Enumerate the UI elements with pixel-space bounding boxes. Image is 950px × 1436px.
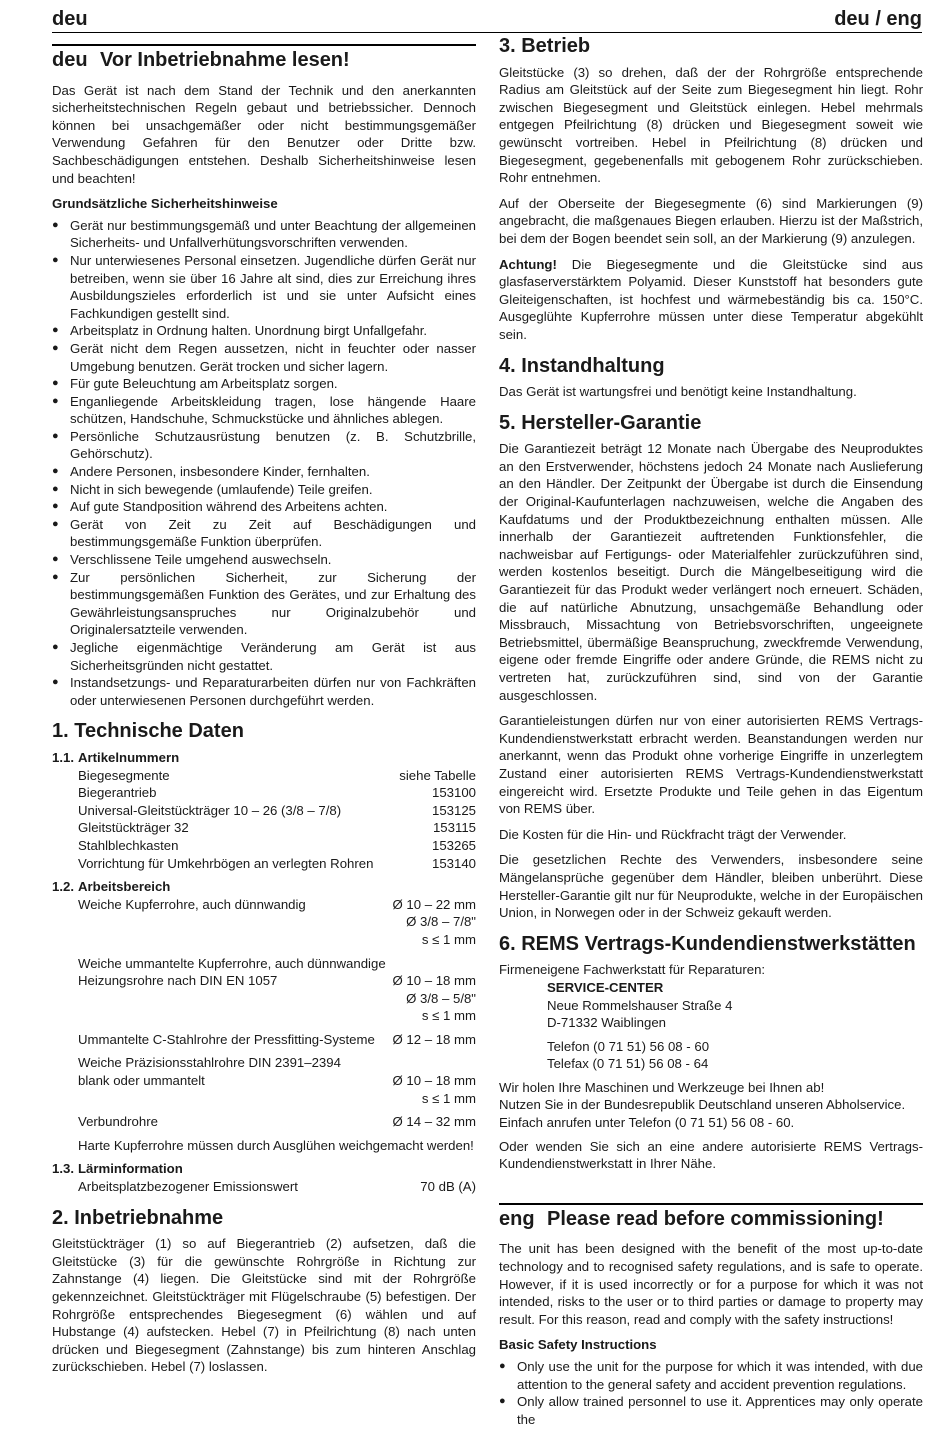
range-value: Ø 10 – 18 mm <box>392 973 476 989</box>
range-row <box>52 931 476 949</box>
safety-item: ● Für gute Beleuchtung am Arbeitsplatz sorgen. <box>52 375 476 393</box>
article-number: 153115 <box>432 820 476 836</box>
warranty-heading: 5. Hersteller-Garantie <box>499 411 702 434</box>
intro-heading-code: deu <box>52 49 88 71</box>
article-name: Stahlblechkasten <box>78 837 179 853</box>
safety-item: ● Andere Personen, insbesondere Kinder, fernhalten. <box>52 463 476 481</box>
range-name: Verbundrohre <box>78 1114 158 1130</box>
range-row <box>52 955 476 973</box>
english-safety-title: Basic Safety Instructions <box>499 1337 657 1353</box>
range-value: Ø 10 – 22 mm <box>392 896 476 912</box>
noise-value: 70 dB (A) <box>420 1179 476 1195</box>
english-safety-list <box>499 1358 923 1428</box>
range-row <box>52 1031 476 1049</box>
range-name: Ummantelte C-Stahlrohre der Pressfitting-Systeme <box>78 1031 375 1047</box>
safety-item: ● Gerät von Zeit zu Zeit auf Beschädigungen und bestimmungsgemäße Funktion überprüfen. <box>52 516 476 551</box>
range-row <box>52 1054 476 1072</box>
language-label-left: deu <box>52 8 88 30</box>
english-heading-code: eng <box>499 1207 535 1230</box>
article-name: Biegesegmente <box>78 767 170 783</box>
article-name: Universal-Gleitstückträger 10 – 26 (3/8 – 7/8) <box>78 802 342 818</box>
noise-row <box>52 1178 476 1196</box>
article-row <box>52 802 476 820</box>
article-row <box>52 837 476 855</box>
intro-heading <box>52 44 476 70</box>
safety-item: ● Gerät nicht dem Regen aussetzen, nicht in feuchter oder nasser Umgebung benutzen. Gerät trocken und sicher lagern. <box>52 340 476 375</box>
safety-item: ● Auf gute Standposition während des Arbeitens achten. <box>52 498 476 516</box>
safety-title: Grundsätzliche Sicherheitshinweise <box>52 196 278 212</box>
maintenance-paragraph: Das Gerät ist wartungsfrei und benötigt keine Instandhaltung. <box>499 384 857 400</box>
commissioning-paragraph: Gleitstückträger (1) so auf Biegerantrieb (2) aufsetzen, daß die Gleitstücke (3) für die gewünschte Rohrgröße in Richtung zur Zahnstange (4) liegen. Die Gleitstücke sind mit der Rohrgröße gekennzeichnet. Gleitstückträger mit Flügelschraube (5) befestigen. Der Rohrgröße entsprechendes Biegesegment (6) wählen und auf Hubstange (4) aufstecken. Hebel (7) in Pfeilrichtung (8) nach unten drücken und Biegesegment (Zahnstange) bis zum hinteren Anschlag zurückschieben. Hebel (7) loslassen. <box>52 1236 476 1375</box>
right-column <box>499 35 923 1436</box>
attention-text: Die Biegesegmente und die Gleitstücke sind aus glasfaserverstärktem Polyamid. Dieser Kunststoff hat besonders gute Gleiteigenschaften, ist hochfest und wärmebeständig bis ca. 150°C. Ausgeglühte Kupferrohre müssen unter diese Temperatur abgekühlt sein. <box>499 256 923 342</box>
english-heading-text: Please read before commissioning! <box>547 1207 884 1230</box>
service-city: D-71332 Waiblingen <box>547 1015 667 1031</box>
subheading-title: Arbeitsbereich <box>78 879 171 895</box>
operation-paragraph-1: Gleitstücke (3) so drehen, daß der der Rohrgröße entsprechende Radius am Gleitstück auf der Seite zum Biegesegment hin liegt. Rohr zwischen Biegesegment und Gleitstück einlegen. Hebel mehrmals entgegen Pfeilrichtung (8) drücken und Biegesegment soweit wie gewünscht vortreiben. Hebel in Pfeilrichtung (8) drücken und Biegesegment, gegebenenfalls mit gebogenem Rohr zurückschieben. Rohr entnehmen. <box>499 64 923 186</box>
article-name: Vorrichtung für Umkehrbögen an verlegten Rohren <box>78 855 374 871</box>
noise-subheading <box>52 1160 476 1178</box>
warranty-paragraph-2: Garantieleistungen dürfen nur von einer autorisierten REMS Vertrags-Kundendienstwerkstatt erbracht werden. Beanstandungen werden nur anerkannt, wenn das Produkt ohne vorherige Eingriffe in unzerlegtem Zustand einer autorisierten REMS Vertrags-Kundendienstwerkstatt eingereicht wird. Ersetzte Produkte und Teile gehen in das Eigentum von REMS über. <box>499 713 923 817</box>
pickup-line-1: Wir holen Ihre Maschinen und Werkzeuge bei Ihnen ab! <box>499 1079 825 1095</box>
subheading-title: Artikelnummern <box>78 749 180 765</box>
technical-data-heading: 1. Technische Daten <box>52 720 244 743</box>
safety-item: ● Nur unterwiesenes Personal einsetzen. Jugendliche dürfen Gerät nur betreiben, wenn sie über 16 Jahre alt sind, dies zur Erreichung ihres Ausbildungszieles erforderlich ist und sie unter Aufsicht eines Fachkundigen gestellt sind. <box>52 252 476 322</box>
safety-item: ● Verschlissene Teile umgehend auswechseln. <box>52 551 476 569</box>
range-value: Ø 10 – 18 mm <box>392 1073 476 1089</box>
language-header <box>52 8 922 33</box>
english-safety-item: ● Only use the unit for the purpose for which it was intended, with due attention to the general safety and accident prevention regulations. <box>499 1358 923 1393</box>
warranty-paragraph-3: Die Kosten für die Hin- und Rückfracht trägt der Verwender. <box>499 826 847 842</box>
pickup-line-2: Nutzen Sie in der Bundesrepublik Deutschland unseren Abholservice. <box>499 1097 906 1113</box>
range-value: s ≤ 1 mm <box>421 931 476 947</box>
range-value: s ≤ 1 mm <box>421 1008 476 1024</box>
article-row <box>52 819 476 837</box>
article-name: Biegerantrieb <box>78 785 157 801</box>
english-safety-item: ● Only allow trained personnel to use it. Apprentices may only operate the <box>499 1393 923 1428</box>
article-name: Gleitstückträger 32 <box>78 820 189 836</box>
article-row <box>52 855 476 873</box>
safety-item: ● Persönliche Schutzausrüstung benutzen (z. B. Schutzbrille, Gehörschutz). <box>52 428 476 463</box>
other-workshop-paragraph: Oder wenden Sie sich an eine andere autorisierte REMS Vertrags-Kundendienstwerkstatt in Ihrer Nähe. <box>499 1138 923 1172</box>
safety-list <box>52 217 476 710</box>
english-heading <box>499 1203 923 1229</box>
range-name: Weiche Kupferrohre, auch dünnwandig <box>78 896 306 912</box>
service-phone: Telefon (0 71 51) 56 08 - 60 <box>547 1038 710 1054</box>
subheading-title: Lärminformation <box>78 1161 183 1177</box>
left-column <box>52 38 476 1384</box>
range-row <box>52 913 476 931</box>
article-row <box>52 767 476 785</box>
range-row <box>52 1113 476 1131</box>
range-value: Ø 3/8 – 7/8" <box>406 914 476 930</box>
range-value: Ø 14 – 32 mm <box>392 1114 476 1130</box>
intro-heading-text: Vor Inbetriebnahme lesen! <box>100 49 350 71</box>
safety-item: ● Gerät nur bestimmungsgemäß und unter Beachtung der allgemeinen Sicherheits- und Unfallverhütungsvorschriften verwenden. <box>52 217 476 252</box>
attention-label: Achtung! <box>499 256 557 272</box>
article-number: 153125 <box>431 802 476 818</box>
article-number: 153265 <box>431 837 476 853</box>
article-number: 153100 <box>431 785 476 801</box>
range-row <box>52 972 476 990</box>
subheading-number: 1.2. <box>52 879 74 895</box>
intro-paragraph: Das Gerät ist nach dem Stand der Technik und den anerkannten sicherheitstechnischen Regeln gebaut und betriebssicher. Dennoch können bei unsachgemäßer oder nicht bestimmungsgemäßer Verwendung Gefahren für den Benutzer oder Dritte bzw. Sachbeschädigungen entstehen. Deshalb Sicherheitshinweise lesen und beachten! <box>52 82 476 186</box>
service-fax: Telefax (0 71 51) 56 08 - 64 <box>547 1056 709 1072</box>
range-name: Heizungsrohre nach DIN EN 1057 <box>78 973 278 989</box>
operation-heading: 3. Betrieb <box>499 35 591 57</box>
range-row <box>52 1090 476 1108</box>
service-name: SERVICE-CENTER <box>547 979 664 995</box>
range-value: s ≤ 1 mm <box>421 1090 476 1106</box>
article-row <box>52 784 476 802</box>
safety-item: ● Zur persönlichen Sicherheit, zur Sicherung der bestimmungsgemäßen Funktion des Gerätes, und zur Erhaltung des Gewährleistungsanspruches nur Originalzubehör und Originalersatzteile verwenden. <box>52 569 476 639</box>
operation-paragraph-2: Auf der Oberseite der Biegesegmente (6) sind Markierungen (9) angebracht, die maßgenaues Biegen erlauben. Hierzu ist der Maßstrich, bei dem der Bogen beendet sein soll, an der Markierung (9) anzulegen. <box>499 195 923 246</box>
english-intro-paragraph: The unit has been designed with the benefit of the most up-to-date technology and to recognised safety regulations, and is safe to operate. However, if it is used incorrectly or for a purpose for which it was not intended, risks to the user or to third parties or damage to property may result. For this reason, read and comply with the safety instructions! <box>499 1241 923 1327</box>
safety-item: ● Enganliegende Arbeitskleidung tragen, lose hängende Haare schützen, Handschuhe, Schmuckstücke und ähnliches ablegen. <box>52 393 476 428</box>
service-street: Neue Rommelshauser Straße 4 <box>547 997 733 1013</box>
commissioning-heading: 2. Inbetriebnahme <box>52 1206 224 1229</box>
range-row <box>52 1007 476 1025</box>
subheading-number: 1.3. <box>52 1161 74 1177</box>
safety-item: ● Arbeitsplatz in Ordnung halten. Unordnung birgt Unfallgefahr. <box>52 322 476 340</box>
range-name: blank oder ummantelt <box>78 1073 205 1089</box>
warranty-paragraph-1: Die Garantiezeit beträgt 12 Monate nach Übergabe des Neuproduktes an den Erstverwender, höchstens jedoch 24 Monate nach Auslieferung an den Händler. Der Zeitpunkt der Übergabe ist durch die Einsendung der Original-Kaufunterlagen nachzuweisen, welche die Angaben des Kaufdatums und der Produktbezeichnung enthalten müssen. Alle innerhalb der Garantiezeit auftretenden Funktionsfehler, die nachweisbar auf Fertigungs- oder Materialfehler zurückzuführen sind, werden kostenlos beseitigt. Durch die Mängelbeseitigung wird die Garantiezeit für das Produkt weder verlängert noch erneuert. Schäden, die auf natürliche Abnutzung, unsachgemäße Behandlung oder Missbrauch, Missachtung von Betriebsvorschriften, ungeeignete Betriebsmittel, übermäßige Beanspruchung, zweckfremde Verwendung, eigene oder fremde Eingriffe oder andere Gründe, die REMS nicht zu vertreten hat, zurückzuführen sind, sind von der Garantie ausgeschlossen. <box>499 441 923 703</box>
working-range-subheading <box>52 878 476 896</box>
range-name: Weiche ummantelte Kupferrohre, auch dünnwandige <box>78 955 386 971</box>
service-workshops-heading: 6. REMS Vertrags-Kundendienstwerkstätten <box>499 932 916 955</box>
safety-item: ● Instandsetzungs- und Reparaturarbeiten dürfen nur von Fachkräften oder unterwiesenen Personen durchgeführt werden. <box>52 674 476 709</box>
safety-item: ● Jegliche eigenmächtige Veränderung am Gerät ist aus Sicherheitsgründen nicht gestattet. <box>52 639 476 674</box>
range-row <box>52 1072 476 1090</box>
range-note: Harte Kupferrohre müssen durch Ausglühen weichgemacht werden! <box>78 1137 474 1153</box>
subheading-number: 1.1. <box>52 749 74 765</box>
range-value: Ø 12 – 18 mm <box>392 1031 476 1047</box>
pickup-line-3: Einfach anrufen unter Telefon (0 71 51) 56 08 - 60. <box>499 1115 795 1131</box>
service-intro: Firmeneigene Fachwerkstatt für Reparaturen: <box>499 962 766 978</box>
article-number: siehe Tabelle <box>399 767 476 783</box>
noise-name: Arbeitsplatzbezogener Emissionswert <box>78 1179 298 1195</box>
range-name: Weiche Präzisionsstahlrohre DIN 2391–2394 <box>78 1055 341 1071</box>
article-number: 153140 <box>431 855 476 871</box>
safety-item: ● Nicht in sich bewegende (umlaufende) Teile greifen. <box>52 481 476 499</box>
range-row <box>52 896 476 914</box>
warranty-paragraph-4: Die gesetzlichen Rechte des Verwenders, insbesondere seine Mängelansprüche gegenüber dem Händler, bleiben unberührt. Diese Hersteller-Garantie gilt nur für Neuprodukte, welche in der Europäischen Union, in Norwegen oder in der Schweiz gekauft werden. <box>499 852 923 921</box>
range-value: Ø 3/8 – 5/8" <box>406 990 476 1006</box>
maintenance-heading: 4. Instandhaltung <box>499 354 665 377</box>
range-row <box>52 990 476 1008</box>
operation-paragraph-3 <box>499 256 923 344</box>
article-numbers-subheading <box>52 749 476 767</box>
language-label-right: deu / eng <box>834 8 922 30</box>
service-address <box>499 979 923 1073</box>
